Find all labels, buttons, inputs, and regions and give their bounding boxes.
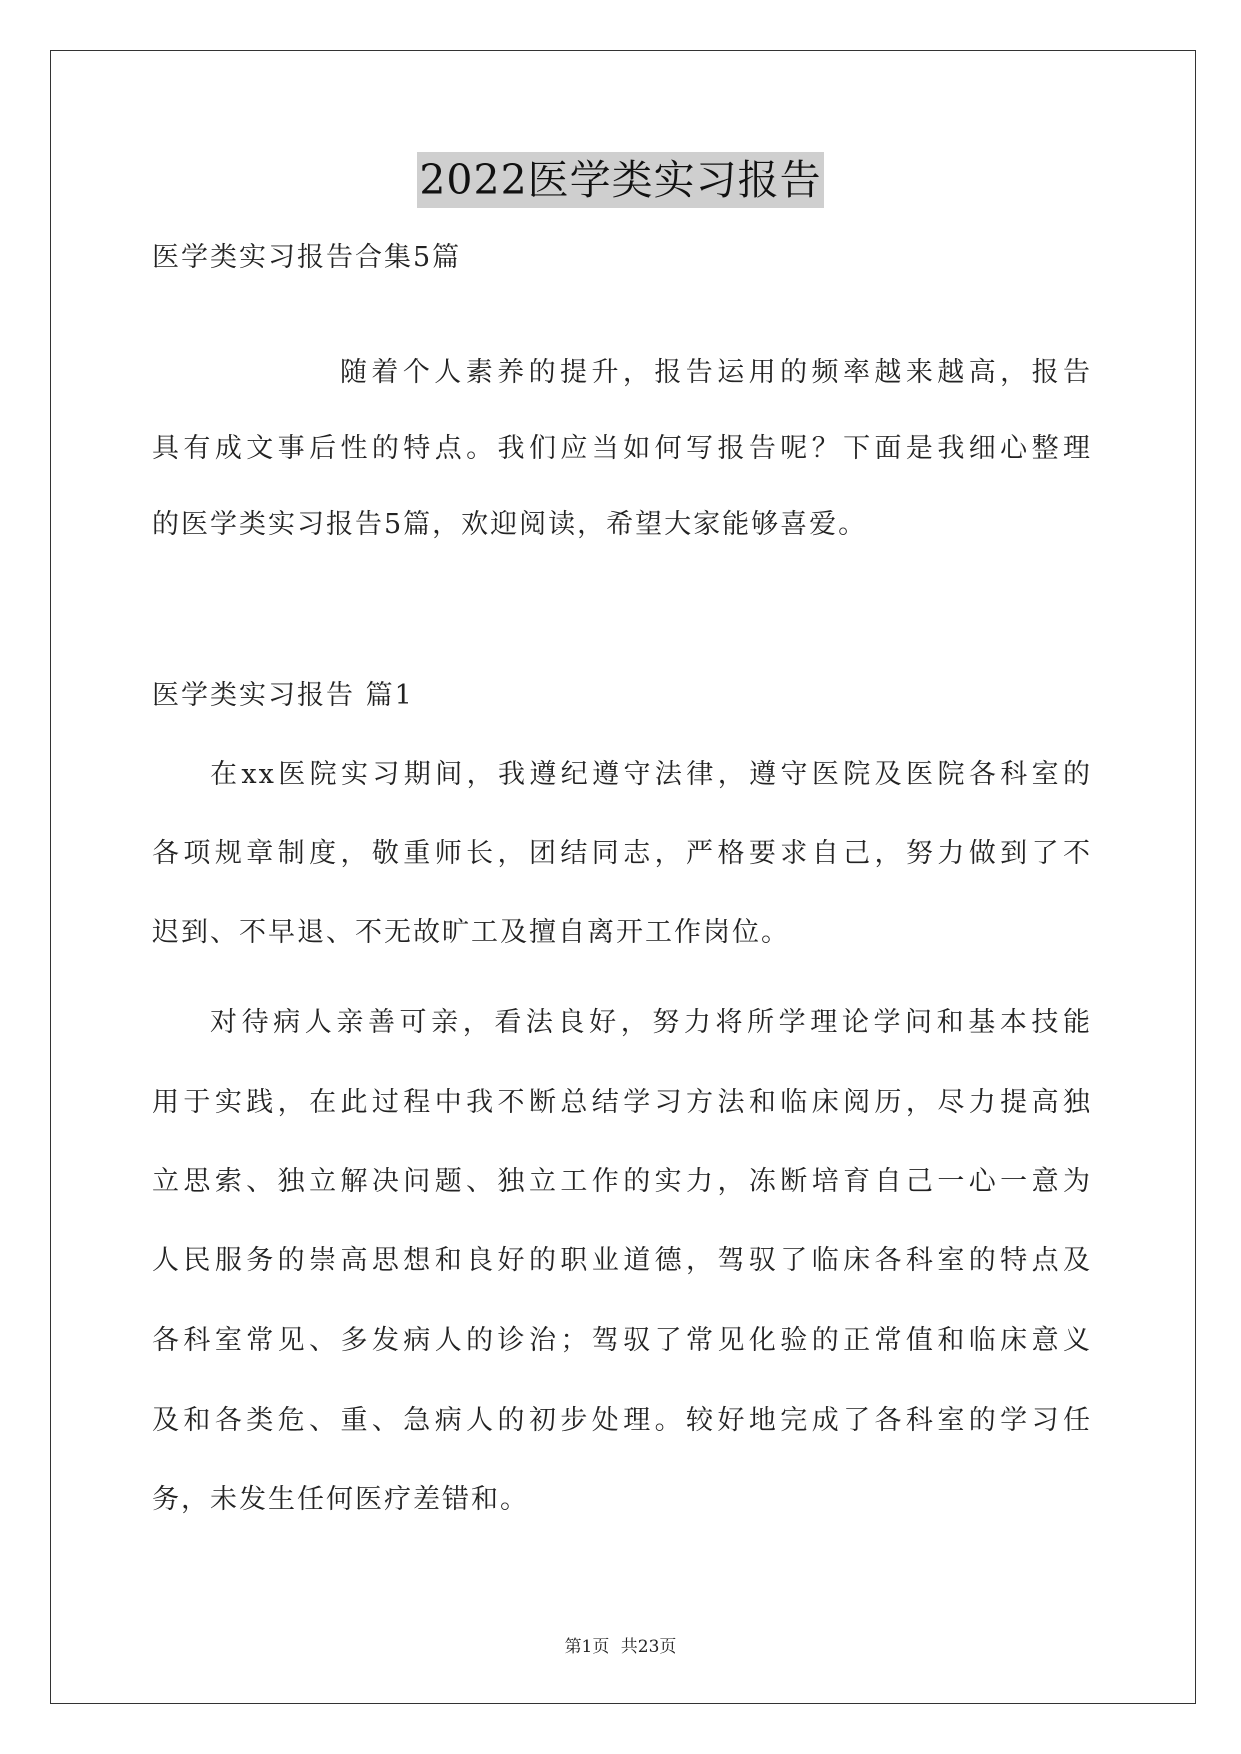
paragraph-line: 用于实践，在此过程中我不断总结学习方法和临床阅历，尽力提高独	[152, 1087, 1092, 1118]
paragraph-line: 及和各类危、重、急病人的初步处理。较好地完成了各科室的学习任	[152, 1405, 1092, 1436]
paragraph-line: 对待病人亲善可亲，看法良好，努力将所学理论学问和基本技能	[210, 1007, 1092, 1038]
intro-line: 随着个人素养的提升，报告运用的频率越来越高，报告	[340, 357, 1092, 388]
title-container	[0, 152, 1241, 208]
page-border	[50, 50, 1196, 1704]
intro-line: 的医学类实习报告5篇，欢迎阅读，希望大家能够喜爱。	[152, 509, 868, 540]
section-heading: 医学类实习报告 篇1	[152, 680, 414, 711]
page-total: 共23页	[620, 1637, 677, 1657]
page-footer	[0, 1635, 1241, 1659]
page-number: 第1页	[564, 1637, 610, 1657]
document-title: 2022医学类实习报告	[417, 152, 823, 208]
paragraph-line: 各科室常见、多发病人的诊治；驾驭了常见化验的正常值和临床意义	[152, 1325, 1092, 1356]
paragraph-line: 务，未发生任何医疗差错和。	[152, 1484, 529, 1515]
paragraph-line: 人民服务的崇高思想和良好的职业道德，驾驭了临床各科室的特点及	[152, 1245, 1092, 1276]
paragraph-line: 立思索、独立解决问题、独立工作的实力，冻断培育自己一心一意为	[152, 1166, 1092, 1197]
paragraph-line: 迟到、不早退、不无故旷工及擅自离开工作岗位。	[152, 917, 790, 948]
collection-heading: 医学类实习报告合集5篇	[152, 242, 462, 273]
paragraph-line: 在xx医院实习期间，我遵纪遵守法律，遵守医院及医院各科室的	[210, 759, 1092, 790]
paragraph-line: 各项规章制度，敬重师长，团结同志，严格要求自己，努力做到了不	[152, 838, 1092, 869]
intro-line: 具有成文事后性的特点。我们应当如何写报告呢？下面是我细心整理	[152, 433, 1092, 464]
